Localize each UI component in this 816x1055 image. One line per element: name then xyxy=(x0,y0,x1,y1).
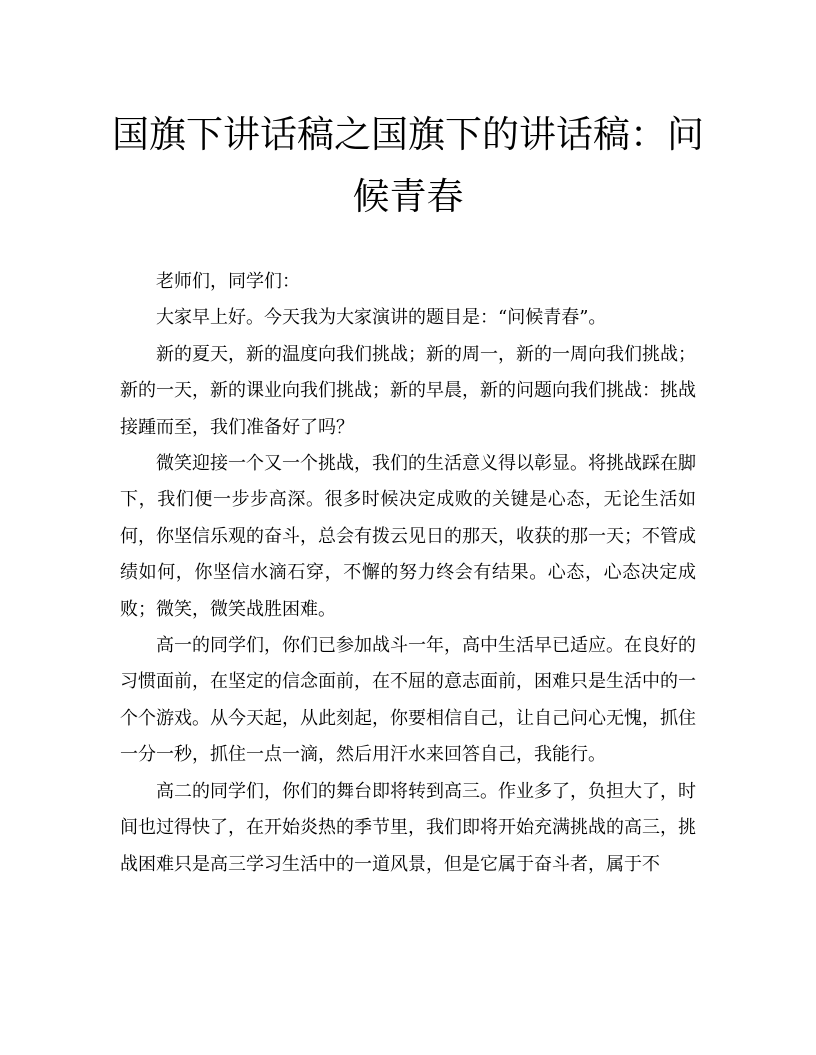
document-title: 国旗下讲话稿之国旗下的讲话稿：问候青春 xyxy=(112,113,704,218)
paragraph-greeting: 老师们，同学们： xyxy=(156,271,300,292)
paragraph-intro: 大家早上好。今天我为大家演讲的题目是：“问候青春”。 xyxy=(156,307,607,329)
paragraph-smile: 微笑迎接一个又一个挑战，我们的生活意义得以彰显。将挑战踩在脚下，我们便一步步高深。很多时候决定成败的关键是心态，无论生活如何，你坚信乐观的奋斗，总会有拨云见日的那天，收获的那一天；不管成绩如何，你坚信水滴石穿，不懈的努力终会有结果。心态，心态决定成败；微笑，微笑战胜困难。 xyxy=(120,453,696,620)
document-body xyxy=(120,264,696,883)
paragraph-challenges: 新的夏天，新的温度向我们挑战；新的周一，新的一周向我们挑战；新的一天，新的课业向我们挑战；新的早晨，新的问题向我们挑战：挑战接踵而至，我们准备好了吗？ xyxy=(120,343,696,438)
paragraph-grade-one: 高一的同学们，你们已参加战斗一年，高中生活早已适应。在良好的习惯面前，在坚定的信念面前，在不屈的意志面前，困难只是生活中的一个个游戏。从今天起，从此刻起，你要相信自己，让自己问心无愧，抓住一分一秒，抓住一点一滴，然后用汗水来回答自己，我能行。 xyxy=(120,635,696,766)
paragraph-grade-two: 高二的同学们，你们的舞台即将转到高三。作业多了，负担大了，时间也过得快了，在开始炎热的季节里，我们即将开始充满挑战的高三，挑战困难只是高三学习生活中的一道风景，但是它属于奋斗者，属于不 xyxy=(120,780,696,875)
